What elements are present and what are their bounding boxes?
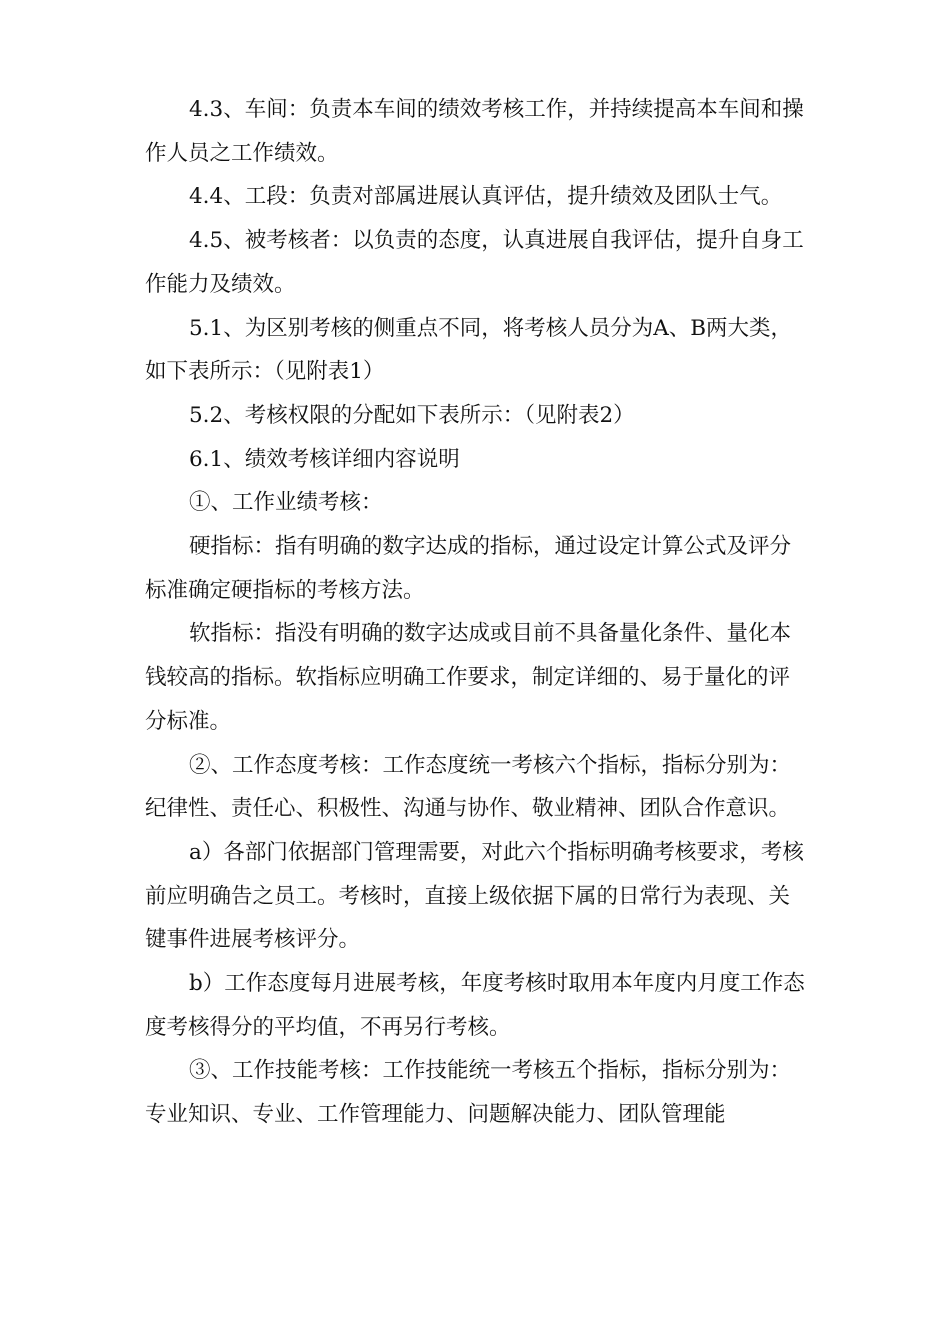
paragraph-4-3-workshop: 4.3、车间：负责本车间的绩效考核工作，并持续提高本车间和操作人员之工作绩效。 — [145, 97, 804, 166]
paragraph-attitude-item-b: b）工作态度每月进展考核，年度考核时取用本年度内月度工作态度考核得分的平均值，不再另行考核。 — [145, 971, 805, 1040]
paragraph-4-4-section: 4.4、工段：负责对部属进展认真评估，提升绩效及团队士气。 — [189, 184, 783, 210]
paragraph-6-1-details: 6.1、绩效考核详细内容说明 — [189, 446, 460, 472]
document-body — [145, 88, 810, 1137]
paragraph-5-2-authority: 5.2、考核权限的分配如下表所示：（见附表2） — [189, 402, 635, 428]
paragraph-attitude-assessment: ②、工作态度考核：工作态度统一考核六个指标，指标分别为：纪律性、责任心、积极性、沟通与协作、敬业精神、团队合作意识。 — [145, 752, 792, 822]
paragraph-skill-assessment: ③、工作技能考核：工作技能统一考核五个指标，指标分别为：专业知识、专业、工作管理能力、问题解决能力、团队管理能 — [145, 1058, 792, 1128]
paragraph-soft-indicators: 软指标：指没有明确的数字达成或目前不具备量化条件、量化本钱较高的指标。软指标应明确工作要求，制定详细的、易于量化的评分标准。 — [145, 621, 792, 734]
paragraph-attitude-item-a: a）各部门依据部门管理需要，对此六个指标明确考核要求，考核前应明确告之员工。考核时，直接上级依据下属的日常行为表现、关键事件进展考核评分。 — [145, 839, 804, 953]
paragraph-5-1-categories: 5.1、为区别考核的侧重点不同，将考核人员分为A、B两大类，如下表所示：（见附表1） — [145, 315, 793, 385]
paragraph-4-5-appraisee: 4.5、被考核者：以负责的态度，认真进展自我评估，提升自身工作能力及绩效。 — [145, 228, 804, 297]
paragraph-performance-heading: ①、工作业绩考核： — [189, 490, 383, 516]
paragraph-hard-indicators: 硬指标：指有明确的数字达成的指标，通过设定计算公式及评分标准确定硬指标的考核方法。 — [145, 534, 792, 603]
